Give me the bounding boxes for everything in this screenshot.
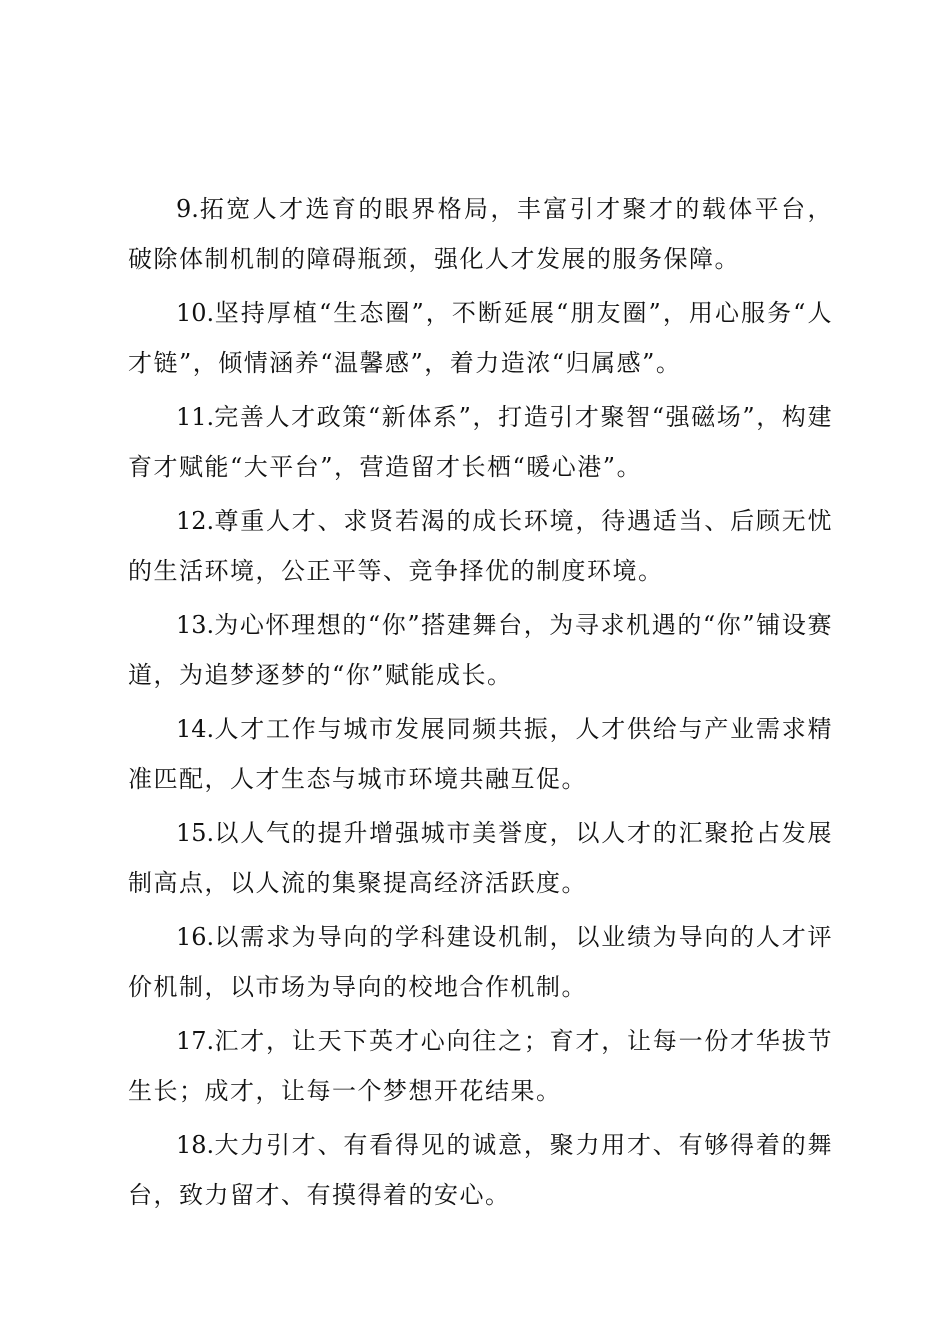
paragraph-text: 尊重人才、求贤若渴的成长环境，待遇适当、后顾无忧的生活环境，公正平等、竞争择优的制度环境。 <box>128 507 833 585</box>
paragraph-number: 11. <box>176 403 215 431</box>
paragraph-9 <box>128 184 833 284</box>
paragraph-text: 坚持厚植“生态圈”，不断延展“朋友圈”，用心服务“人才链”，倾情涵养“温馨感”，着力造浓“归属感”。 <box>128 299 833 377</box>
paragraph-number: 9. <box>176 195 199 223</box>
paragraph-number: 15. <box>176 819 215 847</box>
paragraph-text: 人才工作与城市发展同频共振，人才供给与产业需求精准匹配，人才生态与城市环境共融互促。 <box>128 715 833 793</box>
paragraph-text: 拓宽人才选育的眼界格局，丰富引才聚才的载体平台，破除体制机制的障碍瓶颈，强化人才发展的服务保障。 <box>128 195 833 273</box>
paragraph-text: 大力引才、有看得见的诚意，聚力用才、有够得着的舞台，致力留才、有摸得着的安心。 <box>128 1131 833 1209</box>
paragraph-text: 以需求为导向的学科建设机制，以业绩为导向的人才评价机制，以市场为导向的校地合作机制。 <box>128 923 833 1001</box>
paragraph-number: 17. <box>176 1027 215 1055</box>
paragraph-number: 18. <box>176 1131 215 1159</box>
paragraph-13 <box>128 600 833 700</box>
document-page <box>128 184 833 1224</box>
paragraph-11 <box>128 392 833 492</box>
paragraph-text: 为心怀理想的“你”搭建舞台，为寻求机遇的“你”铺设赛道，为追梦逐梦的“你”赋能成长。 <box>128 611 833 689</box>
paragraph-18 <box>128 1120 833 1220</box>
paragraph-text: 汇才，让天下英才心向往之；育才，让每一份才华拔节生长；成才，让每一个梦想开花结果。 <box>128 1027 833 1105</box>
paragraph-number: 13. <box>176 611 215 639</box>
paragraph-number: 10. <box>176 299 215 327</box>
paragraph-number: 16. <box>176 923 215 951</box>
paragraph-number: 14. <box>176 715 215 743</box>
paragraph-text: 以人气的提升增强城市美誉度，以人才的汇聚抢占发展制高点，以人流的集聚提高经济活跃度。 <box>128 819 833 897</box>
paragraph-16 <box>128 912 833 1012</box>
paragraph-14 <box>128 704 833 804</box>
paragraph-text: 完善人才政策“新体系”，打造引才聚智“强磁场”，构建育才赋能“大平台”，营造留才长栖“暖心港”。 <box>128 403 833 481</box>
paragraph-15 <box>128 808 833 908</box>
paragraph-12 <box>128 496 833 596</box>
paragraph-10 <box>128 288 833 388</box>
paragraph-number: 12. <box>176 507 215 535</box>
paragraph-17 <box>128 1016 833 1116</box>
